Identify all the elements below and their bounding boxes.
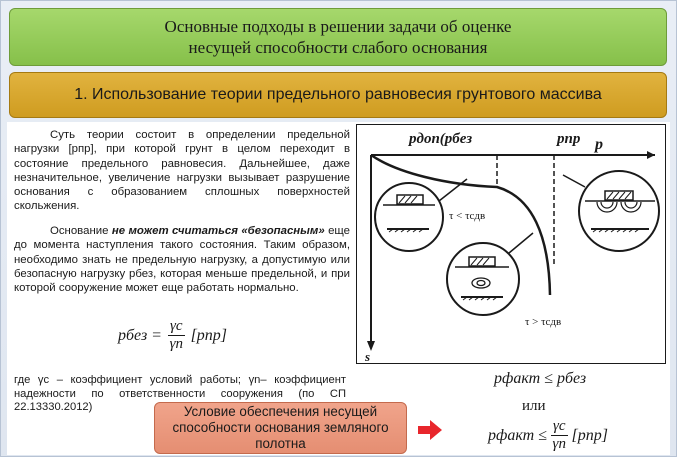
formula2-lhs: pфакт ≤ — [488, 426, 547, 444]
slide-title — [9, 8, 667, 66]
formula-lhs: pбез = — [118, 326, 162, 344]
p-axis-label: p — [595, 136, 603, 153]
failure-stage-circle — [563, 171, 659, 251]
title-line-1: Основные подходы в решении задачи об оценке — [164, 17, 512, 36]
ppr-label: pпр — [557, 131, 581, 147]
theory-paragraph: Суть теории состоит в определении предельной нагрузки [pпр], при которой грунт в целом переходит в состояние предельного равновесия. Дальнейшее, даже незначительное, увеличение нагрузки вызывает разрушение основания с образованием сплошных поверхностей скольжения. — [14, 129, 350, 213]
bearing-condition-label: Условие обеспечения несущей способности основания земляного полотна — [172, 404, 389, 451]
arrow-right-icon — [418, 420, 442, 440]
p2-after: еще до момента наступления такого состояния. Таким образом, необходимо знать не предельную нагрузку, а допустимую или безопасную нагрузку pбез, которая меньше предельной, и при которой сооружение может еще работать нормально. — [14, 225, 350, 295]
fraction-denominator: γn — [169, 336, 183, 352]
p-axis-arrow — [647, 151, 655, 159]
title-line-2: несущей способности слабого основания — [188, 38, 488, 57]
s-axis-label: s — [365, 349, 371, 363]
formula-rhs: [pпр] — [190, 326, 228, 344]
gamma-fraction — [168, 318, 185, 353]
load-settlement-diagram — [357, 125, 665, 363]
fraction-numerator: γc — [169, 318, 183, 334]
gamma-fraction-right — [551, 418, 568, 453]
p2-emphasis: не может считаться «безопасным» — [111, 225, 325, 237]
condition-formula-1: pфакт ≤ pбез — [494, 370, 587, 387]
fraction-right-numerator: γc — [552, 418, 566, 434]
condition-formula-2 — [488, 418, 608, 453]
local-shear-stage-circle — [447, 233, 533, 315]
section-heading — [9, 72, 667, 118]
tau-less-label: τ < τсдв — [449, 210, 486, 222]
bearing-condition-box — [154, 402, 407, 454]
safe-load-paragraph — [14, 224, 350, 295]
safe-load-formula — [118, 318, 227, 353]
or-label: или — [522, 398, 546, 414]
p2-before: Основание — [50, 225, 112, 237]
section-heading-label: 1. Использование теории предельного равновесия грунтового массива — [74, 86, 602, 103]
load-settlement-figure — [356, 124, 666, 364]
coefficients-explanation: где γc – коэффициент условий работы; γn– коэффициент надежности по ответственности сооружения (по СП 22.13330.2012) — [14, 374, 346, 414]
tau-greater-label: τ > τсдв — [525, 316, 562, 328]
pdop-label: pдоп(pбез — [409, 131, 473, 147]
fraction-right-denominator: γn — [552, 436, 566, 452]
formula2-rhs: [pпр] — [571, 426, 608, 444]
